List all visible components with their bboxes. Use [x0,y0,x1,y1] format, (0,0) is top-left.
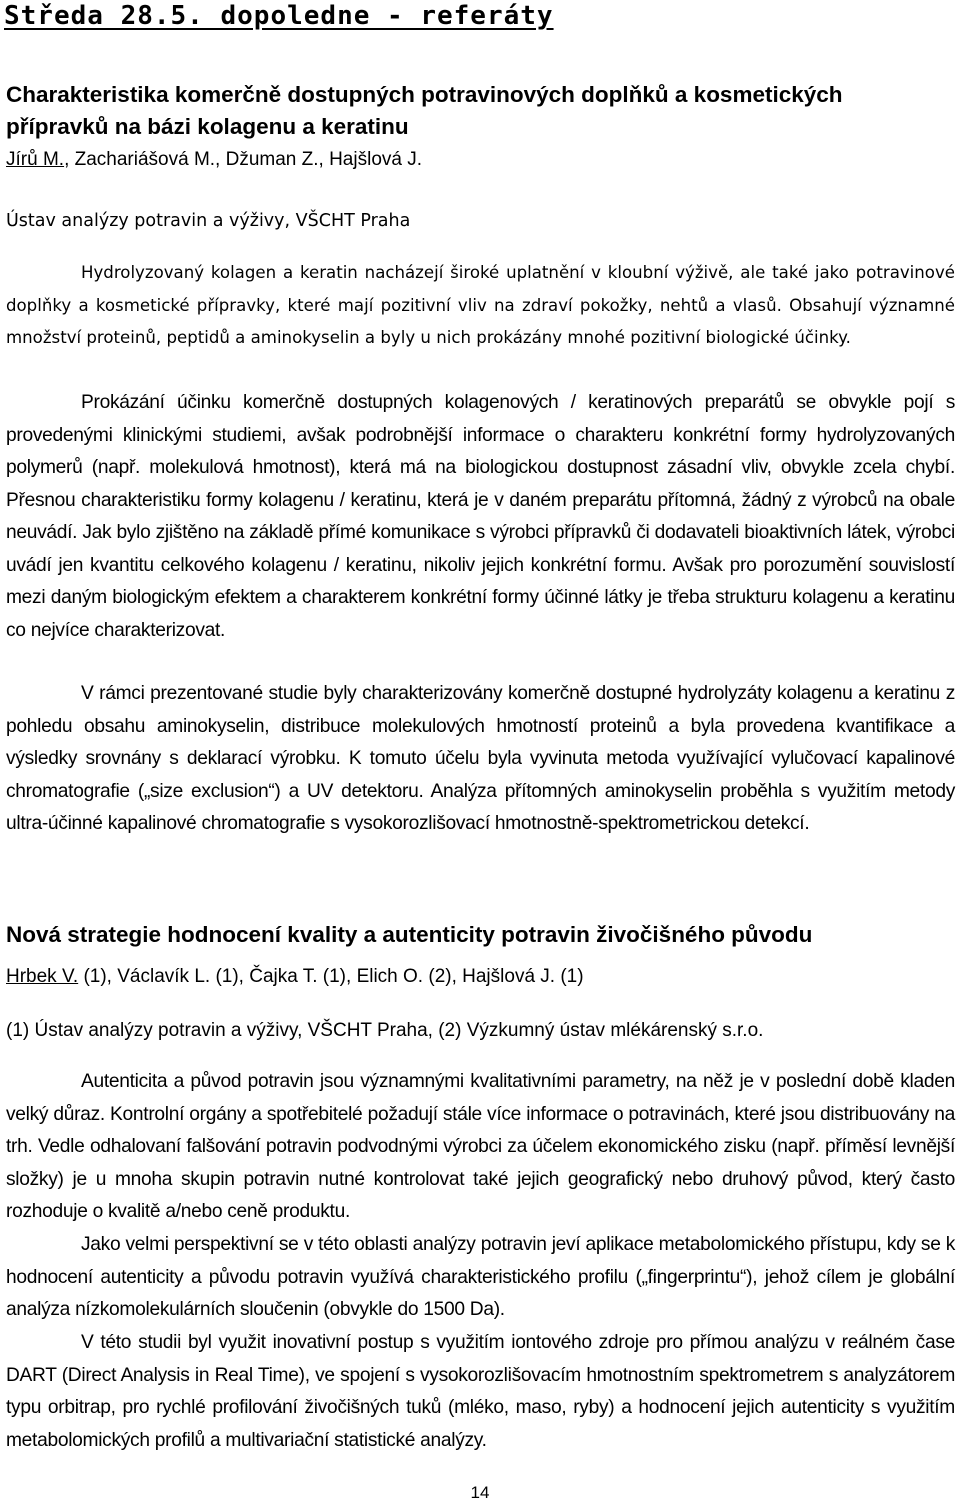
article1-paragraph-3: V rámci prezentované studie byly charakterizovány komerčně dostupné hydrolyzáty kolagenu a keratinu z pohledu obsahu aminokyselin, distribuce molekulových hmotností proteinů a byla provedena kvantifikace a výsledky srovnány s deklarací výrobku. K tomuto účelu byla vyvinuta metoda využívající vylučovací kapalinové chromatografie („size exclusion“) a UV detektoru. Analýza přítomných aminokyselin proběhla s využitím metody ultra-účinné kapalinové chromatografie s vysokorozlišovací hmotnostně-spektrometrickou detekcí. [6,683,955,834]
article2-other-authors: (1), Václavík L. (1), Čajka T. (1), Elich O. (2), Hajšlová J. (1) [78,966,584,987]
article1-presenting-author: Jírů M. [6,149,65,170]
article2-title: Nová strategie hodnocení kvality a autenticity potravin živočišného původu [6,922,813,947]
article1-other-authors: , Zachariášová M., Džuman Z., Hajšlová J. [64,149,423,170]
article2-paragraph-2: Jako velmi perspektivní se v této oblasti analýzy potravin jeví aplikace metabolomického přístupu, kdy se k hodnocení autenticity a původu potravin využívá charakteristického profilu („fingerprintu“), jehož cílem je globální analýza nízkomolekulárních sloučenin (obvykle do 1500 Da). [6,1234,955,1320]
page-number: 14 [470,1483,490,1502]
article2-authors [6,964,584,990]
article2-paragraph-3: V této studii byl využit inovativní postup s využitím iontového zdroje pro přímou analýzu v reálném čase DART (Direct Analysis in Real Time), ve spojení s vysokorozlišovacím hmotnostním spektrometrem s analyzátorem typu orbitrap, pro rychlé profilování živočišných tuků (mléko, maso, ryby) a hodnocení jejich autenticity s využitím metabolomických profilů a multivariační statistické analýzy. [6,1332,955,1451]
article1-title: Charakteristika komerčně dostupných potravinových doplňků a kosmetických přípravků na bázi kolagenu a keratinu [6,82,843,139]
article2-paragraph-1: Autenticita a původ potravin jsou významnými kvalitativními parametry, na něž je v poslední době kladen velký důraz. Kontrolní orgány a spotřebitelé požadují stále více informace o potravinách, které jsou distribuovány na trh. Vedle odhalovaní falšování potravin podvodnými výrobci za účelem ekonomického zisku (např. příměsí levnější složky) je u mnoha skupin potravin nutné kontrolovat také jejich geografický nebo druhový původ, který často rozhoduje o kvalitě a/nebo ceně produktu. [6,1071,955,1222]
article2-institution: (1) Ústav analýzy potravin a výživy, VŠCHT Praha, (2) Výzkumný ústav mlékárenský s.r.o. [6,1020,764,1041]
article1-institution: Ústav analýzy potravin a výživy, VŠCHT Praha [6,211,411,231]
article1-paragraph-1: Hydrolyzovaný kolagen a keratin nacházejí široké uplatnění v kloubní výživě, ale také jako potravinové doplňky a kosmetické přípravky, které mají pozitivní vliv na zdraví pokožky, nehtů a vlasů. Obsahují významné množství proteinů, peptidů a aminokyselin a byly u nich prokázány mnohé pozitivní biologické účinky. [6,263,955,347]
article1-paragraph-2: Prokázání účinku komerčně dostupných kolagenových / keratinových preparátů se obvykle pojí s provedenými klinickými studiemi, avšak podrobnější informace o charakteru konkrétní formy hydrolyzovaných polymerů (např. molekulová hmotnost), která má na biologickou dostupnost zásadní vliv, obvykle zcela chybí. Přesnou charakteristiku formy kolagenu / keratinu, která je v daném preparátu přítomná, žádný z výrobců na obale neuvádí. Jak bylo zjištěno na základě přímé komunikace s výrobci přípravků či dodavateli bioaktivních látek, výrobci uvádí jen kvantitu celkového kolagenu / keratinu, nikoliv jejich konkrétní formu. Avšak pro porozumění souvislostí mezi daným biologickým efektem a charakterem konkrétní formy účinné látky je třeba strukturu kolagenu a keratinu co nejvíce charakterizovat. [6,392,955,641]
article2-presenting-author: Hrbek V. [6,966,79,987]
article1-authors [6,148,422,172]
day-heading: Středa 28.5. dopoledne - referáty [4,1,554,31]
